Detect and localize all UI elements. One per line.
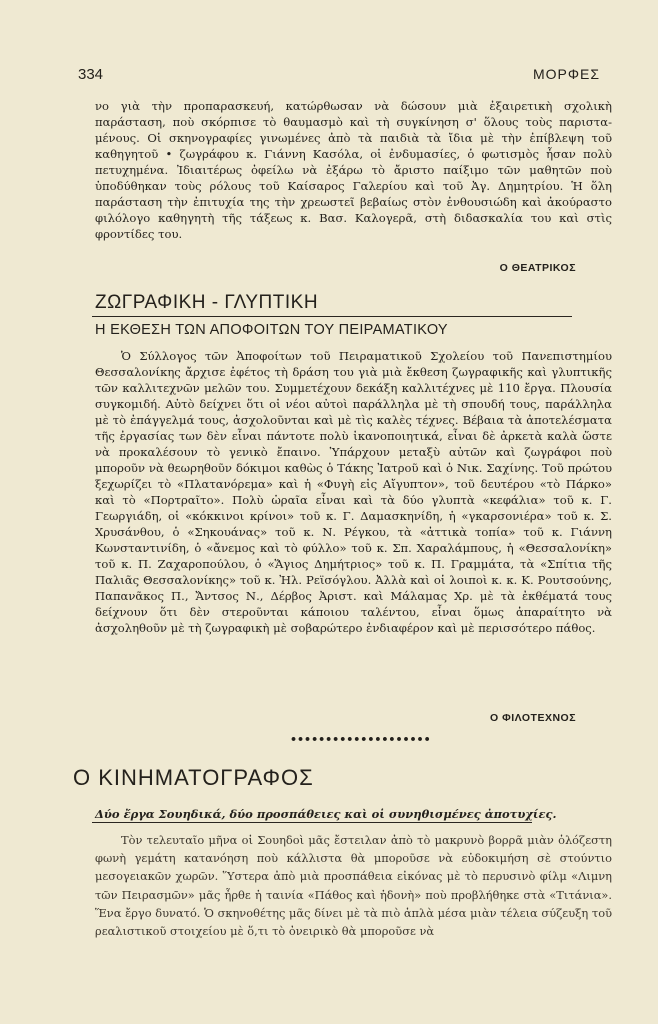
painting-section-subtitle: Η ΕΚΘΕΣΗ ΤΩΝ ΑΠΟΦΟΙΤΩΝ ΤΟΥ ΠΕΙΡΑΜΑΤΙΚΟΥ: [95, 322, 448, 338]
page-number: 334: [78, 66, 104, 83]
theatre-review-paragraph: νο γιὰ τὴν προπαρασκευή, κατώρθωσαν νὰ δώσουν μιὰ ἐξαιρετικὴ σχολικὴ παράσταση, ποὺ σκόρπισε τὸ θαυμασμὸ καὶ τὴ συγκίνηση σ' ὅλους τοὺς παρισταμένους. Οἱ σκηνογραφίες γινωμένες ἀπὸ τὰ παιδιὰ τὰ ἴδια μὲ τὴν ἐπίβλεψη τοῦ καθηγητοῦ • ζωγράφου κ. Γιάννη Κασόλα, οἱ ἐνδυμασίες, ὁ φωτισμὸς ἦσαν πολὺ πετυχημένα. Ἰδιαιτέρως ὀφείλω νὰ ἐξάρω τὸ ἄριστο παίξιμο τῶν μαθητῶν ποὺ ὑποδύθηκαν τοὺς ρόλους τοῦ Καίσαρος Γαλερίου καὶ τοῦ Ἀγ. Δημητρίου. Ἡ ὅλη παράσταση τὴν ἐπιτυχία της τὴν χρεωστεῖ βεβαίως στὸν ἐνθουσιώδη καὶ ἀκούραστο φιλόλογο καθηγητὴ τῆς τάξεως κ. Βασ. Καλογερᾶ, στὴ διδασκαλία του καὶ στὶς φροντίδες του.: [95, 99, 612, 241]
painting-review-paragraph: Ὁ Σύλλογος τῶν Ἀποφοίτων τοῦ Πειραματικοῦ Σχολείου τοῦ Πανεπιστημίου Θεσσαλονίκης ἄρχισε ἐφέτος τὴ δράση του γιὰ μιὰ ἔκθεση ζωγραφικῆς καὶ γλυπτικῆς τῶν καλλιτεχνῶν μελῶν του. Συμμετέχουν δεκάξη καλλιτέχνες μὲ 110 ἔργα. Πλουσία συγκομιδή. Αὐτὸ δείχνει ὅτι οἱ νέοι αὐτοὶ παράλληλα μὲ τὴ σπουδή τους, παράλληλα μὲ τὸ ἐπάγγελμά τους, ἀσχολοῦνται καὶ μὲ τὶς καλὲς τέχνες. Βέβαια τὰ ἀποτελέσματα τῆς ἐργασίας των δὲν εἶναι πάντοτε πολὺ ἱκανοποιητικά, εἶναι δὲ ἀρκετὰ καλὰ ὥστε νὰ προκαλέσουν τὸ γενικὸ ἔπαινο. Ὑπάρχουν μεταξὺ αὐτῶν καὶ ζωγράφοι ποὺ μποροῦν νὰ θεωρηθοῦν δόκιμοι καθὼς ὁ Τάκης Ἰατροῦ καὶ ὁ Νικ. Σαχίνης. Τοῦ πρώτου ξεχωρίζει τὸ «Πλατανόρεμα» καὶ ἡ «Φυγὴ εἰς Αἴγυπτον», τοῦ δευτέρου «τὸ Πάρκο» καὶ τὸ «Πορτραῖτο». Πολὺ ὡραῖα εἶναι καὶ τὰ δύο γλυπτὰ «κεφάλια» τοῦ κ. Γ. Γεωργιάδη, οἱ «κόκκινοι κρίνοι» τοῦ κ. Γ. Δαμασκηνίδη, ἡ «γκαρσονιέρα» τοῦ κ. Σ. Χρυσάνθου, ὁ «Σηκουάνας» τοῦ κ. Ν. Ρέγκου, τὰ «ἀττικὰ τοπία» τοῦ κ. Γιάννη Κωνσταντινίδη, ὁ «ἄνεμος καὶ τὸ φύλλο» τοῦ κ. Σπ. Χαραλάμπους, ἡ «Θεσσαλονίκη» τοῦ κ. Π. Ζαχαροπούλου, ὁ «Ἅγιος Δημήτριος» τοῦ κ. Π. Γραμμάτα, τὰ «Σπίτια τῆς Παλιᾶς Θεσσαλονίκης» τοῦ κ. Ἠλ. Ρεϊσόγλου. Ἀλλὰ καὶ οἱ λοιποὶ κ. κ. Κ. Ρουτσούνης, Παπανᾶκος Π., Ἄντσος Ν., Δέρβος Ἀριστ. καὶ Μάλαμας Χρ. μὲ τὰ ἐκθέματά τους δείχνουν ὅτι δὲν στεροῦνται κάποιου ταλέντου, εἶναι ὅμως ἀπαραίτητο νὰ ἀσχοληθοῦν μὲ τὴ ζωγραφικὴ μὲ σοβαρώτερο ἐνδιαφέρον καὶ μὲ περισσότερο πάθος.: [95, 349, 612, 635]
section-rule: [92, 316, 572, 317]
painting-signature: Ο ΦΙΛΟΤΕΧΝΟΣ: [490, 712, 576, 724]
section-separator: ••••••••••••••••••••: [290, 733, 431, 746]
journal-title: ΜΟΡΦΕΣ: [532, 66, 600, 82]
cinema-section-subtitle: Δύο ἔργα Σουηδικά, δύο προσπάθειες καὶ οἱ συνηθισμένες ἀποτυχίες.: [95, 807, 557, 821]
cinema-subtitle-rule: [92, 822, 532, 823]
painting-section-title: ΖΩΓΡΑΦΙΚΗ - ΓΛΥΠΤΙΚΗ: [95, 292, 319, 313]
cinema-section-title: Ο ΚΙΝΗΜΑΤΟΓΡΑΦΟΣ: [73, 765, 314, 790]
theatre-signature: Ο ΘΕΑΤΡΙΚΟΣ: [499, 262, 576, 274]
cinema-review-paragraph: Τὸν τελευταῖο μῆνα οἱ Σουηδοὶ μᾶς ἔστειλαν ἀπὸ τὸ μακρυνὸ βορρᾶ μιὰν ὁλόζεστη φωνὴ γεμάτη κατανόηση ποὺ κάλλιστα θὰ μποροῦσε νὰ εὐδοκιμήση σὲ στούντιο μεσογειακῶν χωρῶν. Ὕστερα ἀπὸ μιὰ προσπάθεια εἰκόνας μὲ τὸ περυσινὸ φίλμ «Λιμνη τῶν Πειρασμῶν» μᾶς ἦρθε ἡ ταινία «Πάθος καὶ ἡδονὴ» ποὺ προβλήθηκε στὰ «Τιτάνια». Ἕνα ἔργο δυνατό. Ὁ σκηνοθέτης μᾶς δίνει μὲ τὰ πιὸ ἁπλὰ μέσα μιὰν τέλεια σύζευξη τοῦ ρεαλιστικοῦ στοιχείου μὲ ὅ,τι τὸ ὀνειρικὸ θὰ μποροῦσε νὰ: [95, 833, 612, 939]
